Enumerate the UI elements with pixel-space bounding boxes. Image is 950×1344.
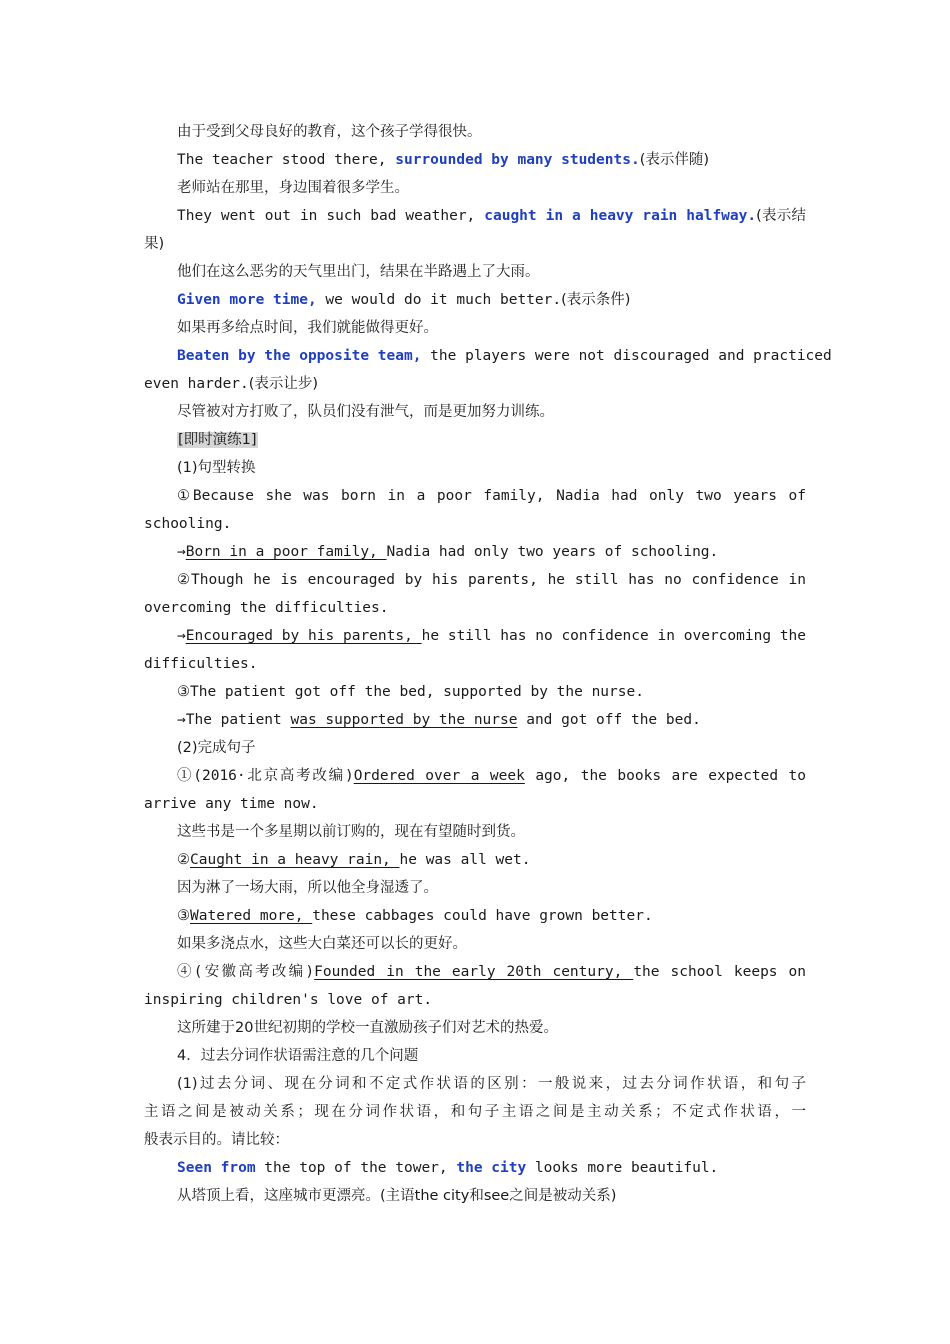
answer-blank: Ordered over a week xyxy=(353,768,525,784)
highlighted-phrase: Given more time, xyxy=(177,292,317,308)
chinese-translation: 这所建于20世纪初期的学校一直激励孩子们对艺术的热爱。 xyxy=(177,1020,558,1036)
plain-text: the school keeps on xyxy=(633,964,806,980)
plain-text: he still has no confidence in overcoming the xyxy=(421,628,807,644)
chinese-translation: 由于受到父母良好的教育，这个孩子学得很快。 xyxy=(177,124,482,140)
exercise-item xyxy=(144,962,806,982)
answer-blank: Born in a poor family, xyxy=(185,544,387,560)
plain-text: and got off the bed. xyxy=(517,712,701,728)
highlighted-phrase: Beaten by the opposite team, xyxy=(177,348,422,364)
example-sentence xyxy=(144,290,806,310)
usage-note: (表示条件) xyxy=(561,292,631,308)
exercise-question-continued: overcoming the difficulties. xyxy=(144,600,389,616)
plain-text: The teacher stood there, xyxy=(177,152,396,168)
exercise-question: ③The patient got off the bed, supported by the nurse. xyxy=(177,684,644,700)
plain-text: looks more beautiful. xyxy=(526,1160,719,1176)
exercise-item-continued: arrive any time now. xyxy=(144,796,319,812)
section-heading: (1)句型转换 xyxy=(177,460,256,476)
item-source: ①(2016·北京高考改编) xyxy=(177,768,354,784)
exercise-item xyxy=(144,906,806,926)
highlighted-phrase: Seen from xyxy=(177,1160,256,1176)
exercise-item-continued: inspiring children's love of art. xyxy=(144,992,433,1008)
exercise-item xyxy=(144,766,806,786)
section-heading: (2)完成句子 xyxy=(177,740,256,756)
exercise-answer xyxy=(144,710,806,730)
usage-note: (表示结 xyxy=(756,208,806,224)
plain-text: he was all wet. xyxy=(399,852,531,868)
chinese-translation: 从塔顶上看，这座城市更漂亮。(主语the city和see之间是被动关系) xyxy=(177,1188,617,1204)
exercise-answer xyxy=(144,626,806,646)
exercise-question: ②Though he is encouraged by his parents, he still has no confidence in xyxy=(177,572,806,588)
plain-text: even harder. xyxy=(144,376,249,392)
plain-text: the players were not discouraged and practiced xyxy=(421,348,832,364)
drill-tag: [即时演练1] xyxy=(178,432,257,448)
answer-blank: Watered more, xyxy=(190,908,313,924)
plain-text: Nadia had only two years of schooling. xyxy=(386,544,719,560)
chinese-translation: 如果多浇点水，这些大白菜还可以长的更好。 xyxy=(177,936,467,952)
example-sentence xyxy=(144,206,806,226)
exercise-answer-continued: difficulties. xyxy=(144,656,258,672)
arrow-symbol: → xyxy=(177,544,186,560)
item-number: ② xyxy=(177,852,190,868)
example-sentence xyxy=(144,1158,806,1178)
plain-text: →The patient xyxy=(177,712,291,728)
exercise-question: ①Because she was born in a poor family, Nadia had only two years of xyxy=(177,488,806,504)
exercise-question-continued: schooling. xyxy=(144,516,232,532)
chinese-translation: 这些书是一个多星期以前订购的，现在有望随时到货。 xyxy=(177,824,525,840)
explanation-text: (1)过去分词、现在分词和不定式作状语的区别：一般说来，过去分词作状语，和句子 xyxy=(177,1076,806,1092)
chinese-translation: 他们在这么恶劣的天气里出门，结果在半路遇上了大雨。 xyxy=(177,264,540,280)
usage-note: (表示让步) xyxy=(248,376,319,392)
arrow-symbol: → xyxy=(177,628,186,644)
answer-blank: Encouraged by his parents, xyxy=(185,628,422,644)
highlighted-subject: the city xyxy=(456,1160,527,1176)
exercise-answer xyxy=(144,542,806,562)
exercise-item xyxy=(144,850,806,870)
chinese-translation: 如果再多给点时间，我们就能做得更好。 xyxy=(177,320,438,336)
plain-text: the top of the tower, xyxy=(255,1160,457,1176)
item-number: ③ xyxy=(177,908,190,924)
usage-note: (表示伴随) xyxy=(639,152,710,168)
answer-blank: was supported by the nurse xyxy=(290,712,518,728)
explanation-text: 般表示目的。请比较： xyxy=(144,1132,289,1148)
answer-blank: Founded in the early 20th century, xyxy=(314,964,634,980)
plain-text: these cabbages could have grown better. xyxy=(312,908,653,924)
item-source: ④(安徽高考改编) xyxy=(177,964,315,980)
chinese-translation: 老师站在那里，身边围着很多学生。 xyxy=(177,180,409,196)
highlighted-phrase: caught in a heavy rain halfway. xyxy=(484,208,757,224)
example-sentence xyxy=(144,150,806,170)
plain-text: They went out in such bad weather, xyxy=(177,208,485,224)
highlighted-phrase: surrounded by many students. xyxy=(395,152,640,168)
chinese-translation: 因为淋了一场大雨，所以他全身湿透了。 xyxy=(177,880,438,896)
chinese-translation: 尽管被对方打败了，队员们没有泄气，而是更加努力训练。 xyxy=(177,404,554,420)
section-title: 4．过去分词作状语需注意的几个问题 xyxy=(177,1048,419,1064)
answer-blank: Caught in a heavy rain, xyxy=(190,852,400,868)
example-sentence-continued xyxy=(144,374,806,394)
explanation-text: 主语之间是被动关系；现在分词作状语，和句子主语之间是主动关系；不定式作状语，一 xyxy=(144,1104,806,1120)
usage-note-continued: 果) xyxy=(144,236,165,252)
example-sentence xyxy=(144,346,832,366)
drill-heading xyxy=(144,430,806,450)
plain-text: ago, the books are expected to xyxy=(524,768,806,784)
plain-text: we would do it much better. xyxy=(316,292,562,308)
